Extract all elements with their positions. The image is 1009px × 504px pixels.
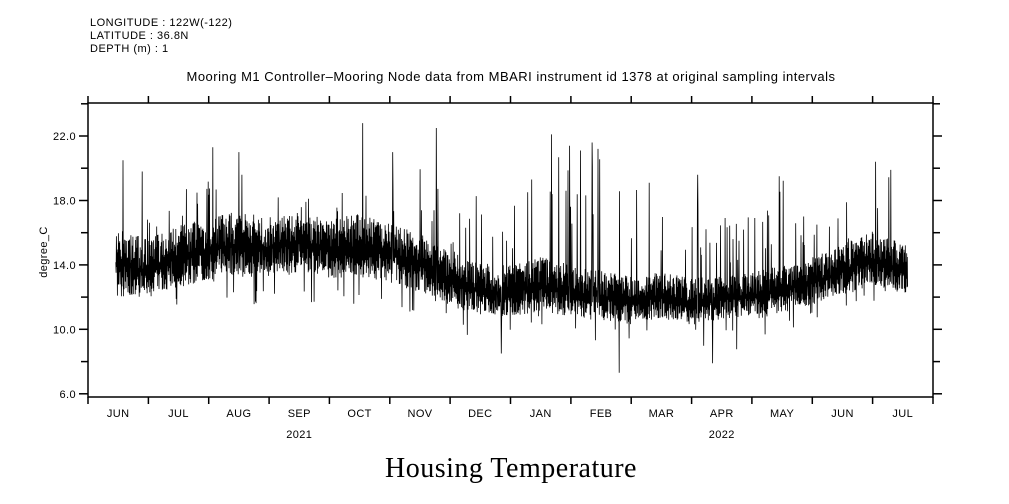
x-tick-label: OCT bbox=[347, 408, 372, 420]
y-tick-label: 14.0 bbox=[52, 259, 76, 272]
temperature-series bbox=[116, 123, 908, 373]
x-tick-label: JUN bbox=[106, 408, 130, 420]
year-label: 2021 bbox=[286, 429, 313, 441]
x-tick-label: DEC bbox=[468, 408, 493, 420]
footer-title: Housing Temperature bbox=[385, 453, 637, 484]
y-tick-label: 18.0 bbox=[52, 195, 76, 208]
y-tick-label: 10.0 bbox=[52, 324, 76, 337]
x-tick-label: APR bbox=[709, 408, 734, 420]
temperature-line bbox=[116, 123, 908, 373]
year-label: 2022 bbox=[708, 429, 735, 441]
y-axis-label: degree_C bbox=[38, 226, 50, 278]
chart-title: Mooring M1 Controller–Mooring Node data from MBARI instrument id 1378 at original sampling intervals bbox=[186, 69, 836, 84]
year-labels bbox=[286, 429, 735, 441]
x-tick-label: JUL bbox=[168, 408, 189, 420]
longitude-line: LONGITUDE : 122W(-122) bbox=[90, 17, 233, 29]
y-tick-label: 22.0 bbox=[52, 131, 76, 143]
x-tick-label: JUN bbox=[831, 408, 854, 420]
x-tick-label: JUL bbox=[892, 408, 914, 420]
x-tick-label: SEP bbox=[287, 408, 311, 420]
depth-line: DEPTH (m) : 1 bbox=[90, 43, 169, 55]
y-axis-labels bbox=[53, 131, 76, 401]
x-tick-label: NOV bbox=[407, 408, 433, 420]
y-tick-label: 6.0 bbox=[59, 388, 76, 401]
x-axis-labels bbox=[107, 408, 913, 420]
x-tick-label: MAY bbox=[769, 408, 795, 420]
latitude-line: LATITUDE : 36.8N bbox=[90, 30, 189, 42]
x-tick-label: MAR bbox=[648, 408, 675, 420]
x-tick-label: JAN bbox=[529, 408, 552, 420]
x-tick-label: AUG bbox=[226, 408, 252, 420]
x-tick-label: FEB bbox=[589, 408, 613, 420]
coordinates-header bbox=[90, 17, 232, 55]
